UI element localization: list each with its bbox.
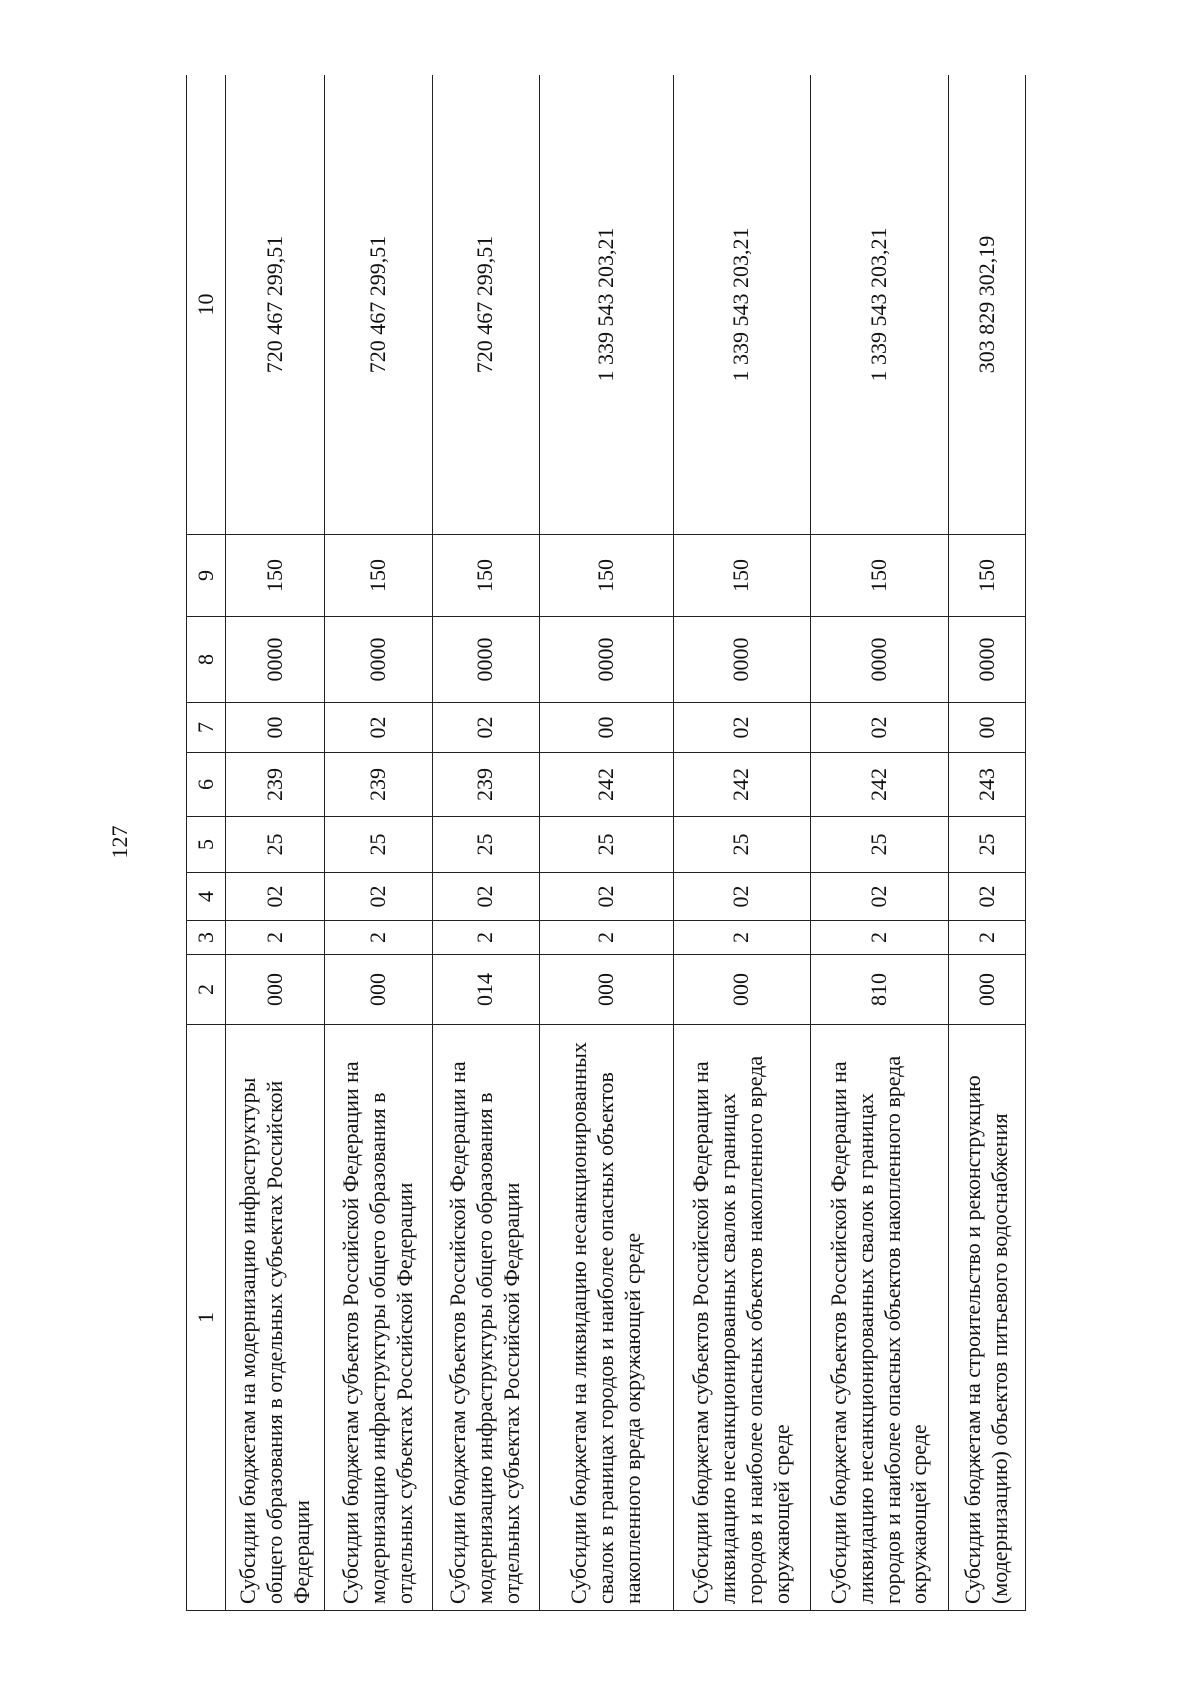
- code-cell-9: 150: [226, 535, 325, 617]
- code-cell-9: 150: [811, 535, 949, 617]
- header-cell-1: 1: [187, 1025, 226, 1611]
- code-cell-5: 25: [325, 817, 432, 873]
- code-cell-3: 2: [432, 921, 539, 955]
- table-row: [811, 75, 949, 1611]
- code-cell-7: 00: [226, 703, 325, 753]
- code-cell-6: 239: [432, 753, 539, 817]
- rotated-table-frame: [186, 75, 1026, 1611]
- code-cell-3: 2: [673, 921, 811, 955]
- code-cell-6: 239: [226, 753, 325, 817]
- code-cell-2: 000: [673, 955, 811, 1025]
- code-cell-5: 25: [948, 817, 1025, 873]
- budget-table-container: [186, 75, 1026, 1611]
- code-cell-7: 02: [811, 703, 949, 753]
- code-cell-4: 02: [811, 873, 949, 921]
- table-row: [539, 75, 673, 1611]
- amount-cell: 303 829 302,19: [948, 75, 1025, 535]
- code-cell-4: 02: [432, 873, 539, 921]
- table-row: [325, 75, 432, 1611]
- header-cell-4: 4: [187, 873, 226, 921]
- budget-table: [186, 75, 1026, 1611]
- code-cell-9: 150: [948, 535, 1025, 617]
- header-cell-8: 8: [187, 617, 226, 703]
- code-cell-7: 00: [539, 703, 673, 753]
- code-cell-3: 2: [539, 921, 673, 955]
- code-cell-2: 000: [539, 955, 673, 1025]
- code-cell-5: 25: [539, 817, 673, 873]
- code-cell-9: 150: [673, 535, 811, 617]
- amount-cell: 720 467 299,51: [432, 75, 539, 535]
- code-cell-2: 000: [325, 955, 432, 1025]
- code-cell-3: 2: [948, 921, 1025, 955]
- code-cell-7: 00: [948, 703, 1025, 753]
- code-cell-2: 810: [811, 955, 949, 1025]
- code-cell-8: 0000: [539, 617, 673, 703]
- code-cell-9: 150: [539, 535, 673, 617]
- header-cell-6: 6: [187, 753, 226, 817]
- code-cell-3: 2: [226, 921, 325, 955]
- code-cell-8: 0000: [673, 617, 811, 703]
- code-cell-8: 0000: [325, 617, 432, 703]
- code-cell-7: 02: [673, 703, 811, 753]
- amount-cell: 1 339 543 203,21: [539, 75, 673, 535]
- code-cell-4: 02: [673, 873, 811, 921]
- header-cell-2: 2: [187, 955, 226, 1025]
- code-cell-8: 0000: [226, 617, 325, 703]
- code-cell-5: 25: [673, 817, 811, 873]
- code-cell-6: 242: [673, 753, 811, 817]
- code-cell-9: 150: [432, 535, 539, 617]
- code-cell-6: 243: [948, 753, 1025, 817]
- code-cell-3: 2: [325, 921, 432, 955]
- code-cell-7: 02: [325, 703, 432, 753]
- row-name-cell: Субсидии бюджетам на ликвидацию несанкционированных свалок в границах городов и наиболее опасных объектов накопленного вреда окружающей среде: [539, 1025, 673, 1611]
- table-row: [948, 75, 1025, 1611]
- code-cell-4: 02: [325, 873, 432, 921]
- row-name-cell: Субсидии бюджетам субъектов Российской Федерации на модернизацию инфраструктуры общего образования в отдельных субъектах Российской Федерации: [325, 1025, 432, 1611]
- row-name-cell: Субсидии бюджетам на строительство и реконструкцию (модернизацию) объектов питьевого водоснабжения: [948, 1025, 1025, 1611]
- code-cell-2: 014: [432, 955, 539, 1025]
- header-cell-10: 10: [187, 75, 226, 535]
- header-cell-7: 7: [187, 703, 226, 753]
- code-cell-8: 0000: [948, 617, 1025, 703]
- code-cell-9: 150: [325, 535, 432, 617]
- table-row: [226, 75, 325, 1611]
- amount-cell: 1 339 543 203,21: [673, 75, 811, 535]
- amount-cell: 720 467 299,51: [325, 75, 432, 535]
- row-name-cell: Субсидии бюджетам субъектов Российской Федерации на модернизацию инфраструктуры общего образования в отдельных субъектах Российской Федерации: [432, 1025, 539, 1611]
- code-cell-2: 000: [948, 955, 1025, 1025]
- code-cell-8: 0000: [432, 617, 539, 703]
- row-name-cell: Субсидии бюджетам на модернизацию инфраструктуры общего образования в отдельных субъектах Российской Федерации: [226, 1025, 325, 1611]
- header-cell-3: 3: [187, 921, 226, 955]
- code-cell-2: 000: [226, 955, 325, 1025]
- code-cell-4: 02: [948, 873, 1025, 921]
- page-number: 127: [107, 825, 132, 859]
- header-cell-9: 9: [187, 535, 226, 617]
- row-name-cell: Субсидии бюджетам субъектов Российской Федерации на ликвидацию несанкционированных свалок в границах городов и наиболее опасных объектов накопленного вреда окружающей среде: [811, 1025, 949, 1611]
- amount-cell: 720 467 299,51: [226, 75, 325, 535]
- code-cell-6: 242: [539, 753, 673, 817]
- code-cell-8: 0000: [811, 617, 949, 703]
- amount-cell: 1 339 543 203,21: [811, 75, 949, 535]
- code-cell-5: 25: [226, 817, 325, 873]
- code-cell-6: 239: [325, 753, 432, 817]
- row-name-cell: Субсидии бюджетам субъектов Российской Федерации на ликвидацию несанкционированных свалок в границах городов и наиболее опасных объектов накопленного вреда окружающей среде: [673, 1025, 811, 1611]
- code-cell-4: 02: [539, 873, 673, 921]
- header-cell-5: 5: [187, 817, 226, 873]
- header-row: [187, 75, 226, 1611]
- code-cell-6: 242: [811, 753, 949, 817]
- code-cell-5: 25: [811, 817, 949, 873]
- code-cell-4: 02: [226, 873, 325, 921]
- table-row: [432, 75, 539, 1611]
- code-cell-3: 2: [811, 921, 949, 955]
- code-cell-7: 02: [432, 703, 539, 753]
- table-row: [673, 75, 811, 1611]
- code-cell-5: 25: [432, 817, 539, 873]
